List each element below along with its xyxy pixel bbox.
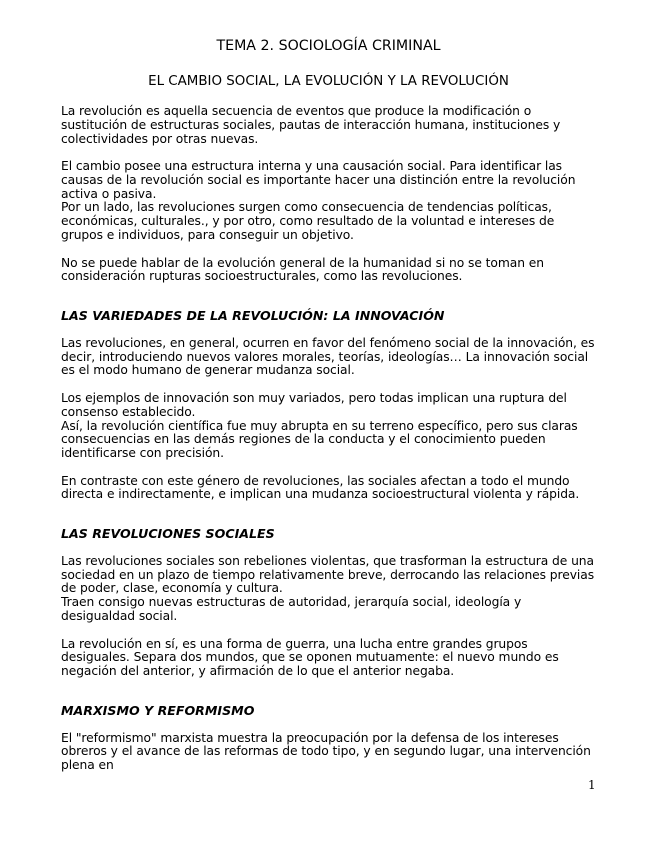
section-innovation (61, 308, 596, 502)
intro-section (61, 105, 596, 284)
paragraph-text: Las revoluciones, en general, ocurren en favor del fenómeno social de la innovación, es decir, introduciendo nuevos valores morales, teorías, ideologías… La innovación social es el modo humano de generar mudanza social. (61, 335, 595, 378)
paragraph (61, 105, 596, 146)
paragraph (61, 555, 596, 624)
paragraph (61, 392, 596, 461)
paragraph-text: La revolución es aquella secuencia de eventos que produce la modificación o sustitución de estructuras sociales, pautas de interacción humana, instituciones y colectividades por otras nuevas. (61, 104, 561, 146)
paragraph-text: El "reformismo" marxista muestra la preocupación por la defensa de los intereses obreros y el avance de las reformas de todo tipo, y en segundo lugar, una intervención plena en (61, 730, 591, 773)
section-heading: LAS REVOLUCIONES SOCIALES (61, 526, 275, 542)
document-title: TEMA 2. SOCIOLOGÍA CRIMINAL (216, 38, 441, 54)
paragraph (61, 732, 596, 773)
section-heading: MARXISMO Y REFORMISMO (61, 702, 255, 718)
paragraph-text: La revolución en sí, es una forma de guerra, una lucha entre grandes grupos desiguales. Separa dos mundos, que se oponen mutuamente: el nuevo mundo es negación del anterior, y afirmación de lo que el anterior negaba. (61, 636, 559, 679)
section-social-revolutions (61, 526, 596, 679)
paragraph (61, 337, 596, 378)
paragraph-text: No se puede hablar de la evolución general de la humanidad si no se toman en consideración rupturas socioestructurales, como las revoluciones. (61, 255, 544, 284)
paragraph-text: Las revoluciones sociales son rebeliones violentas, que trasforman la estructura de una sociedad en un plazo de tiempo relativamente breve, derrocando las relaciones previas de poder, clase, economía y cultura. Traen consigo nuevas estructuras de autoridad, jerarquía social, ideología y desigualdad social. (61, 553, 595, 624)
document-subtitle: EL CAMBIO SOCIAL, LA EVOLUCIÓN Y LA REVOLUCIÓN (148, 74, 509, 89)
section-marxism-reformism (61, 703, 596, 773)
section-heading: LAS VARIEDADES DE LA REVOLUCIÓN: LA INNOVACIÓN (61, 308, 445, 324)
document-page (61, 38, 596, 773)
paragraph-text: El cambio posee una estructura interna y una causación social. Para identificar las causas de la revolución social es importante hacer una distinción entre la revolución activa o pasiva. Por un lado, las revoluciones surgen como consecuencia de tendencias políticas, económicas, culturales., y por otro, como resultado de la voluntad e intereses de grupos e individuos, para conseguir un objetivo. (61, 159, 576, 243)
paragraph (61, 475, 596, 503)
paragraph (61, 160, 596, 243)
paragraph (61, 257, 596, 285)
page-number: 1 (588, 778, 596, 792)
paragraph-text: Los ejemplos de innovación son muy variados, pero todas implican una ruptura del consenso establecido. Así, la revolución científica fue muy abrupta en su terreno específico, pero sus claras consecuencias en las demás regiones de la conducta y el conocimiento pueden identificarse con precisión. (61, 390, 578, 461)
paragraph (61, 638, 596, 679)
paragraph-text: En contraste con este género de revoluciones, las sociales afectan a todo el mundo directa e indirectamente, e implican una mudanza socioestructural violenta y rápida. (61, 473, 580, 502)
